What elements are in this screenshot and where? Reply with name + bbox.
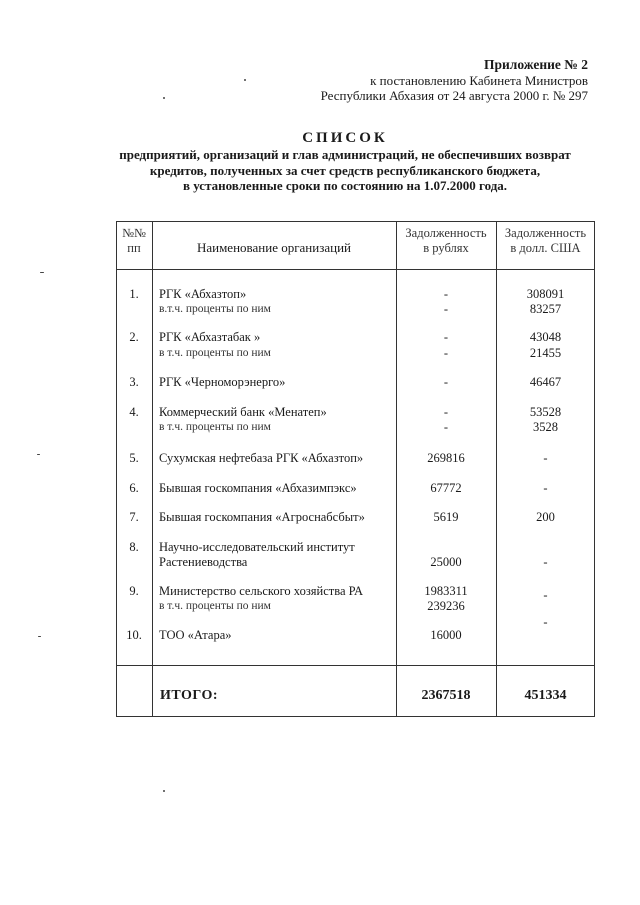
debt-usd: - xyxy=(543,555,548,569)
scan-speck xyxy=(163,97,165,99)
total-usd: 451334 xyxy=(524,688,567,703)
total-rubles: 2367518 xyxy=(421,688,471,703)
organization-name: Сухумская нефтебаза РГК «Абхазтоп» xyxy=(159,451,364,465)
title-main: СПИСОК xyxy=(302,130,388,146)
organization-name: Бывшая госкомпания «Агроснабсбыт» xyxy=(159,510,365,524)
header-number-line2: пп xyxy=(127,241,141,255)
organization-interest-note: в т.ч. проценты по ним xyxy=(159,600,271,612)
interest-usd: 3528 xyxy=(533,420,558,434)
row-number: 2. xyxy=(129,330,139,344)
debt-rubles: - xyxy=(443,287,449,301)
table-divider xyxy=(152,221,153,717)
interest-rubles: - xyxy=(443,302,449,316)
table-total-rule xyxy=(116,665,595,666)
total-label: ИТОГО: xyxy=(160,688,219,703)
organization-name: Коммерческий банк «Менатеп» xyxy=(159,405,327,419)
table-header-rule xyxy=(116,269,595,270)
row-number: 9. xyxy=(129,584,139,598)
header-number-line1: №№ xyxy=(122,226,146,240)
organization-name: Бывшая госкомпания «Абхазимпэкс» xyxy=(159,481,357,495)
header-usd-line1: Задолженность xyxy=(504,226,587,240)
scan-speck xyxy=(163,790,165,792)
appendix-reference: к постановлению Кабинета Министров xyxy=(370,73,588,88)
organization-name: Научно-исследовательский институт xyxy=(159,540,355,554)
header-rubles-line1: Задолженность xyxy=(405,226,487,240)
debt-rubles: 25000 xyxy=(430,555,462,569)
interest-rubles: 239236 xyxy=(427,599,465,613)
document-title xyxy=(80,130,610,194)
debt-rubles: - xyxy=(443,375,449,389)
title-line-3: в установленные сроки по состоянию на 1.07.2000 года. xyxy=(182,178,508,193)
scan-speck xyxy=(244,79,246,81)
debt-usd: 200 xyxy=(536,510,555,524)
debt-usd: - xyxy=(543,451,548,465)
debt-usd: 53528 xyxy=(529,405,562,419)
appendix-number: Приложение № 2 xyxy=(484,57,588,72)
debt-rubles: 67772 xyxy=(430,481,462,495)
header-debt-rubles xyxy=(396,226,496,256)
row-number: 1. xyxy=(129,287,139,301)
organization-interest-note: в т.ч. проценты по ним xyxy=(159,347,271,359)
interest-rubles: - xyxy=(443,346,449,360)
row-number: 5. xyxy=(129,451,139,465)
title-line-2: кредитов, полученных за счет средств республиканского бюджета, xyxy=(149,162,541,178)
debt-usd: - xyxy=(543,588,548,602)
debt-usd: 308091 xyxy=(526,287,565,301)
debt-usd: - xyxy=(543,481,548,495)
row-number: 8. xyxy=(129,540,139,554)
row-number: 10. xyxy=(126,628,142,642)
header-organization: Наименование организаций xyxy=(196,240,352,255)
debt-rubles: - xyxy=(443,330,449,344)
debt-rubles: - xyxy=(443,405,449,419)
organization-name: РГК «Черноморэнерго» xyxy=(159,375,286,389)
debt-usd: 43048 xyxy=(529,330,562,344)
row-number: 3. xyxy=(129,375,139,389)
row-number: 7. xyxy=(129,510,139,524)
debt-rubles: 16000 xyxy=(430,628,462,642)
debt-rubles: 5619 xyxy=(433,510,459,524)
header-rubles-line2: в рублях xyxy=(423,241,469,255)
organization-name: РГК «Абхазтабак » xyxy=(159,330,261,344)
header-debt-usd xyxy=(496,226,595,256)
header-number xyxy=(116,226,152,256)
debt-rubles: 269816 xyxy=(427,451,465,465)
organization-name: Министерство сельского хозяйства РА xyxy=(159,584,364,598)
scan-speck xyxy=(37,454,40,455)
title-line-1: предприятий, организаций и глав администраций, не обеспечивших возврат xyxy=(119,147,571,162)
organization-name: РГК «Абхазтоп» xyxy=(159,287,247,301)
interest-rubles: - xyxy=(443,420,449,434)
appendix-decree: Республики Абхазия от 24 августа 2000 г. № 297 xyxy=(320,88,588,103)
interest-usd: - xyxy=(543,615,548,629)
organization-interest-note: в т.ч. проценты по ним xyxy=(159,421,271,433)
scan-speck xyxy=(38,636,41,637)
header-usd-line2: в долл. США xyxy=(510,241,581,255)
row-number: 4. xyxy=(129,405,139,419)
organization-name: ТОО «Атара» xyxy=(159,628,232,642)
organization-name-cont: Растениеводства xyxy=(159,555,248,569)
debt-rubles: 1983311 xyxy=(424,584,468,598)
organization-interest-note: в.т.ч. проценты по ним xyxy=(159,303,271,315)
interest-usd: 21455 xyxy=(529,346,562,360)
debt-usd: 46467 xyxy=(529,375,562,389)
scan-speck xyxy=(40,272,44,273)
row-number: 6. xyxy=(129,481,139,495)
interest-usd: 83257 xyxy=(529,302,562,316)
